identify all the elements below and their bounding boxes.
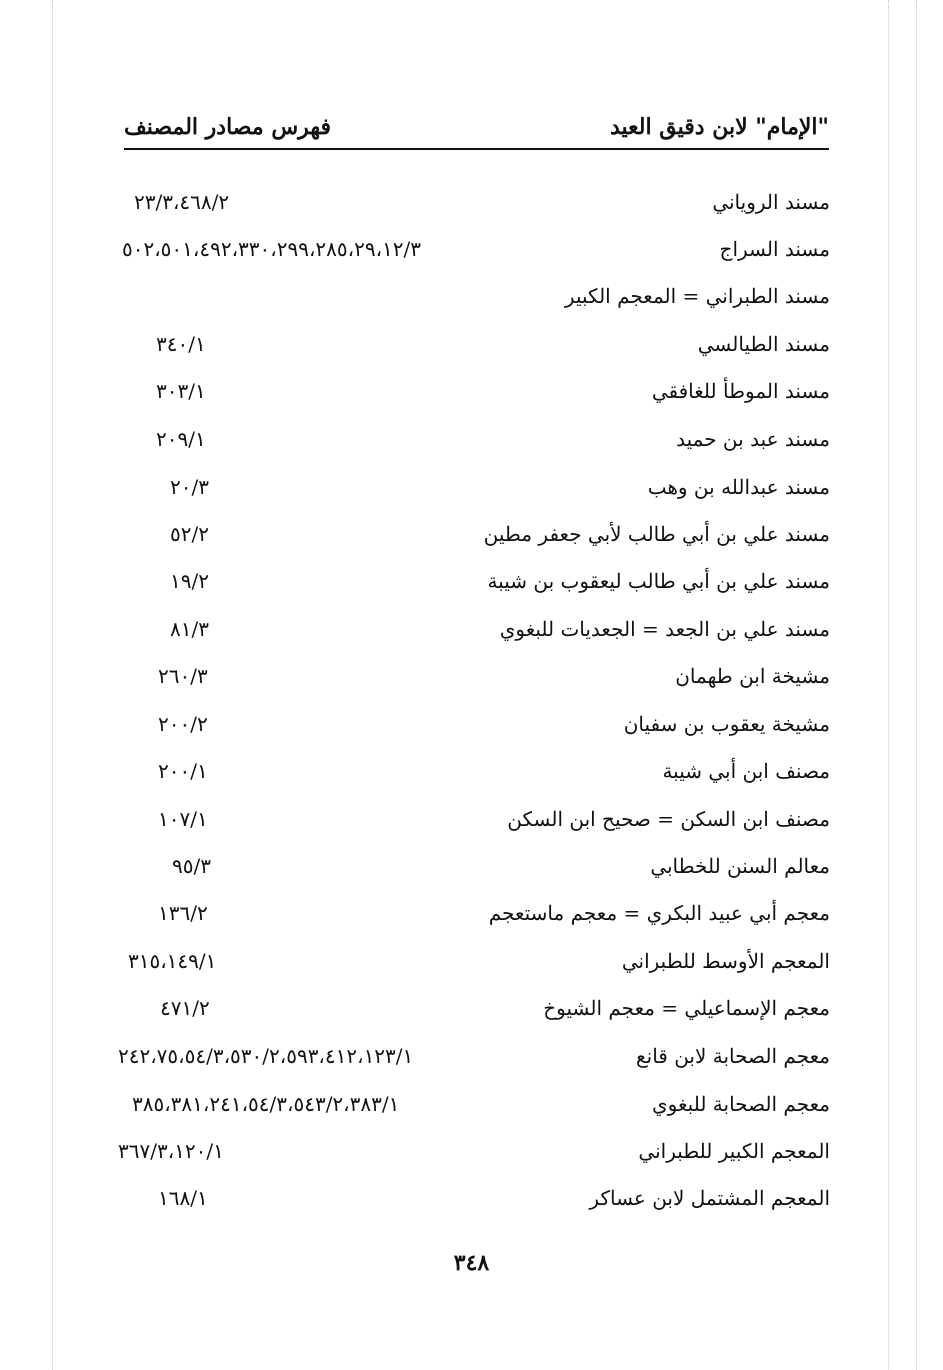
- index-entry: [110, 427, 830, 467]
- index-entry: [110, 475, 830, 515]
- book-title: "الإمام" لابن دقيق العيد: [609, 114, 829, 140]
- source-title: معجم أبي عبيد البكري = معجم ماستعجم: [488, 901, 830, 925]
- source-title: معالم السنن للخطابي: [650, 854, 830, 878]
- index-entry: [110, 996, 830, 1036]
- volume-page-reference: ٩٥/٣: [172, 854, 211, 878]
- index-entry: [110, 237, 830, 277]
- volume-page-reference: ٣٨٥،٣٨١،٢٤١،٥٤/٣،٥٤٣/٢،٣٨٣/١: [132, 1092, 400, 1116]
- source-title: المعجم الكبير للطبراني: [638, 1139, 830, 1163]
- volume-page-reference: ٥٢/٢: [170, 522, 209, 546]
- source-title: مسند الطيالسي: [697, 332, 830, 356]
- index-entry: [110, 1186, 830, 1226]
- source-title: مسند علي بن الجعد = الجعديات للبغوي: [499, 617, 830, 641]
- source-title: مسند عبدالله بن وهب: [647, 475, 830, 499]
- source-title: المعجم المشتمل لابن عساكر: [589, 1186, 830, 1210]
- index-entry: [110, 1139, 830, 1179]
- volume-page-reference: ٢٠/٣: [170, 475, 209, 499]
- volume-page-reference: ٣٤٠/١: [156, 332, 206, 356]
- index-entry: [110, 569, 830, 609]
- index-entry: [110, 1092, 830, 1132]
- scan-guide-line: [52, 0, 53, 1370]
- volume-page-reference: ٥٠٢،٥٠١،٤٩٢،٣٣٠،٢٩٩،٢٨٥،٢٩،١٢/٣: [122, 237, 421, 261]
- source-title: مصنف ابن أبي شيبة: [662, 759, 830, 783]
- index-entry: [110, 379, 830, 419]
- index-entry: [110, 949, 830, 989]
- source-title: مسند علي بن أبي طالب ليعقوب بن شيبة: [487, 569, 830, 593]
- index-entry: [110, 190, 830, 230]
- section-title: فهرس مصادر المصنف: [124, 114, 331, 140]
- source-title: معجم الصحابة لابن قانع: [635, 1044, 830, 1068]
- volume-page-reference: ١٣٦/٢: [158, 901, 208, 925]
- index-entry: [110, 807, 830, 847]
- source-title: المعجم الأوسط للطبراني: [621, 949, 830, 973]
- index-entry: [110, 759, 830, 799]
- index-entry: [110, 664, 830, 704]
- volume-page-reference: ٣٦٧/٣،١٢٠/١: [118, 1139, 224, 1163]
- source-title: معجم الصحابة للبغوي: [652, 1092, 830, 1116]
- volume-page-reference: ٢٦٠/٣: [158, 664, 208, 688]
- volume-page-reference: ٤٧١/٢: [160, 996, 210, 1020]
- source-title: مشيخة ابن طهمان: [675, 664, 830, 688]
- volume-page-reference: ٣٠٣/١: [156, 379, 206, 403]
- volume-page-reference: ٢٠٠/١: [158, 759, 208, 783]
- page-number: ٣٤٨: [453, 1250, 490, 1276]
- volume-page-reference: ٣١٥،١٤٩/١: [128, 949, 217, 973]
- volume-page-reference: ٢٣/٣،٤٦٨/٢: [134, 190, 230, 214]
- index-entry: [110, 901, 830, 941]
- index-entry: [110, 617, 830, 657]
- volume-page-reference: ٢٠٩/١: [156, 427, 206, 451]
- index-entry: [110, 284, 830, 324]
- source-title: مسند الطبراني = المعجم الكبير: [564, 284, 830, 308]
- source-title: مسند الروياني: [712, 190, 830, 214]
- volume-page-reference: ٨١/٣: [170, 617, 209, 641]
- source-title: مسند الموطأ للغافقي: [651, 379, 830, 403]
- index-entry: [110, 522, 830, 562]
- volume-page-reference: ٢٤٢،٧٥،٥٤/٣،٥٣٠/٢،٥٩٣،٤١٢،١٢٣/١: [118, 1044, 414, 1068]
- source-title: مصنف ابن السكن = صحيح ابن السكن: [507, 807, 830, 831]
- source-title: مشيخة يعقوب بن سفيان: [623, 712, 830, 736]
- source-title: مسند السراج: [719, 237, 830, 261]
- index-entry: [110, 332, 830, 372]
- volume-page-reference: ١٩/٢: [170, 569, 209, 593]
- index-entry: [110, 712, 830, 752]
- scan-guide-line: [888, 0, 889, 1370]
- index-entry: [110, 854, 830, 894]
- running-header: [124, 108, 829, 150]
- volume-page-reference: ٢٠٠/٢: [158, 712, 208, 736]
- scan-guide-line: [916, 0, 917, 1370]
- source-title: مسند علي بن أبي طالب لأبي جعفر مطين: [483, 522, 830, 546]
- volume-page-reference: ١٦٨/١: [158, 1186, 208, 1210]
- source-title: مسند عبد بن حميد: [676, 427, 830, 451]
- volume-page-reference: ١٠٧/١: [158, 807, 208, 831]
- source-title: معجم الإسماعيلي = معجم الشيوخ: [543, 996, 830, 1020]
- index-entry: [110, 1044, 830, 1084]
